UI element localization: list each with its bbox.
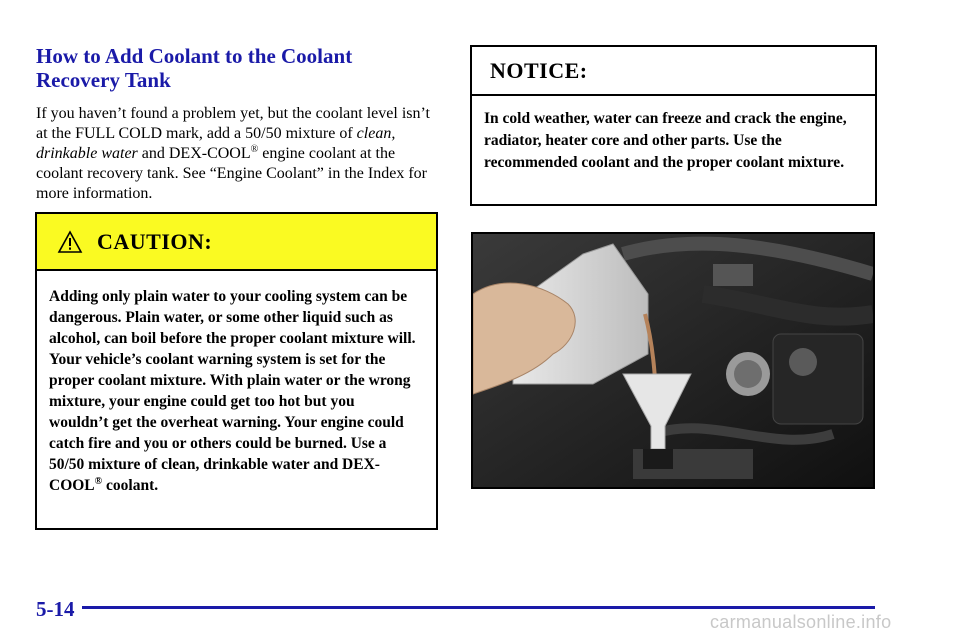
section-title: How to Add Coolant to the Coolant Recovery Tank <box>36 44 353 92</box>
notice-title: NOTICE: <box>490 57 588 83</box>
notice-text: In cold weather, water can freeze and crack the engine, radiator, heater core and other parts. Use the recommended coolant and the proper coolant mixture. <box>484 110 847 171</box>
notice-box <box>470 45 877 206</box>
coolant-pour-illustration <box>473 234 873 487</box>
page-number: 5-14 <box>36 597 75 621</box>
warning-triangle-icon <box>57 230 83 254</box>
left-column <box>36 44 440 204</box>
caution-box <box>35 212 438 530</box>
caution-text: Adding only plain water to your cooling system can be dangerous. Plain water, or some other liquid such as alcohol, can boil before the proper coolant mixture will. Your vehicle’s coolant warning system is set for the proper coolant mixture. With plain water or the wrong mixture, your engine could get too hot but you wouldn’t get the overheat warning. Your engine could catch fire and you or others could be burned. Use a 50/50 mixture of clean, drinkable water and DEX-COOL® coolant. <box>49 288 416 494</box>
watermark: carmanualsonline.info <box>710 612 892 632</box>
footer-rule <box>82 606 875 609</box>
caution-title: CAUTION: <box>97 228 213 254</box>
coolant-pour-photo <box>471 232 875 489</box>
intro-paragraph: If you haven’t found a problem yet, but the coolant level isn’t at the FULL COLD mark, add a 50/50 mixture of clean, drinkable water and DEX-COOL® engine coolant at the coolant recovery tank. See “Engine Coolant” in the Index for more information. <box>36 105 430 202</box>
caution-header <box>37 214 436 271</box>
notice-header <box>472 47 875 96</box>
